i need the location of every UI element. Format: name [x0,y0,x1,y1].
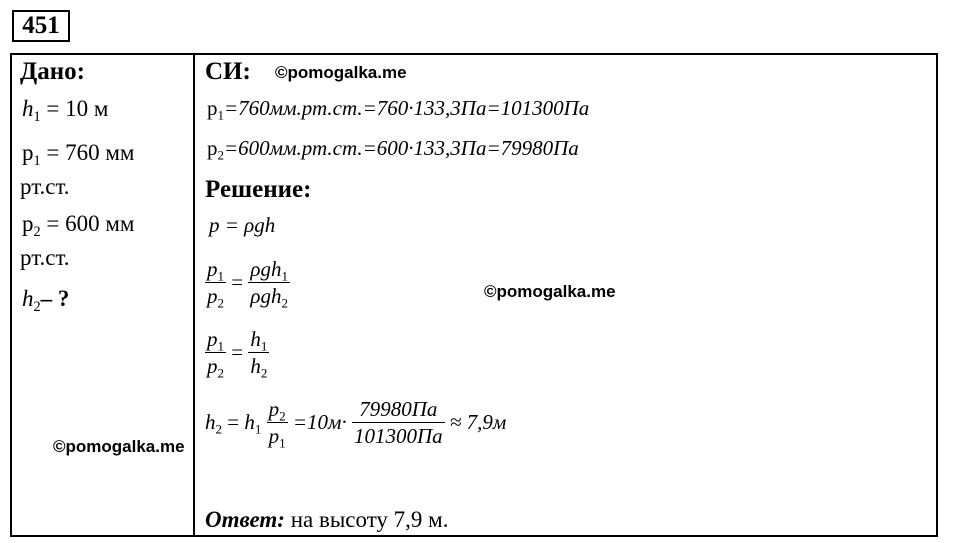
solution-frame [10,53,938,537]
given-p1-unit: рт.ст. [20,174,70,199]
answer-text: на высоту 7,9 м. [290,507,449,532]
formula-calculation: $h_2 = h_1$ $\frac{p_2}{p_1}$ =10м· $\frac{79980Па}{101300Па}$ ≈ 7,9м [205,397,507,451]
given-p2-unit: рт.ст. [20,245,70,270]
given-h1: $h_1 = 10$ м [22,96,109,125]
answer [205,507,449,533]
given-find: $h_2-$ ? [22,286,70,315]
watermark-top: ©pomogalka.me [275,63,407,82]
si-header: СИ: [205,58,251,85]
problem-number: 451 [12,10,70,42]
formula-pressure: p = ρgh [209,213,276,237]
given-header: Дано: [20,58,85,85]
given-p1: $p_1 = 760$ мм [22,140,135,169]
watermark-bottom: ©pomogalka.me [53,437,185,456]
watermark-middle: ©pomogalka.me [484,282,616,301]
si-p1: $p_1=760мм.рт.ст.=760\cdot 133,3Па=101300Па$ [207,96,590,123]
column-divider [193,53,195,537]
answer-label: Ответ: [205,507,285,532]
formula-ratio-1: $\frac{p_1}{p_2}$ = $\frac{\rho gh_1}{\rho gh_2}$ [207,257,288,311]
si-p2: $p_2=600мм.рт.ст.=600\cdot 133,3Па=79980Па$ [207,136,579,163]
given-p2: $p_2 = 600$ мм [22,211,135,240]
solution-header: Решение: [205,176,312,203]
formula-ratio-2: $\frac{p_1}{p_2}$ = $\frac{h_1}{h_2}$ [207,327,268,381]
